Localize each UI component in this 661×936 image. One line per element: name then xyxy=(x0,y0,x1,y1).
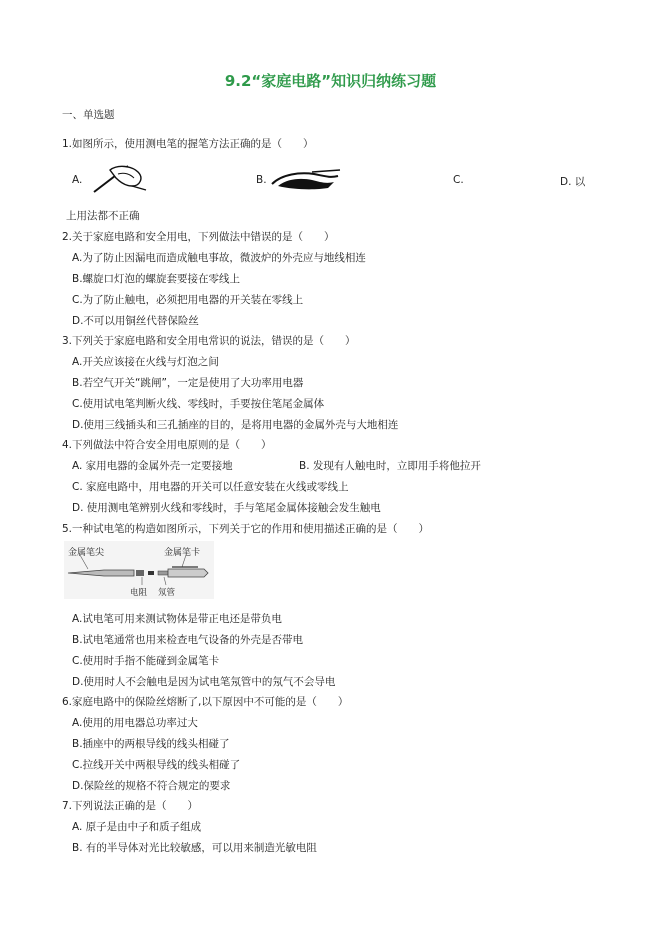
q5-label-neon-tube: 氖管 xyxy=(158,588,176,598)
q2-option-a: A.为了防止因漏电而造成触电事故，微波炉的外壳应与地线相连 xyxy=(72,252,366,264)
q1-option-b-label: B. xyxy=(256,174,267,186)
q6-option-a: A.使用的用电器总功率过大 xyxy=(72,717,198,729)
q2-option-c: C.为了防止触电，必须把用电器的开关装在零线上 xyxy=(72,294,304,306)
q7-option-b: B. 有的半导体对光比较敏感，可以用来制造光敏电阻 xyxy=(72,842,317,854)
q6-option-b: B.插座中的两根导线的线头相碰了 xyxy=(72,738,230,750)
q4-option-a: A. 家用电器的金属外壳一定要接地 xyxy=(72,460,233,472)
question-2-stem: 2.关于家庭电路和安全用电，下列做法中错误的是（ ） xyxy=(62,231,335,243)
q6-option-c: C.拉线开关中两根导线的线头相碰了 xyxy=(72,759,241,771)
section-heading: 一、单选题 xyxy=(62,109,115,121)
q1-option-d-continued: 上用法都不正确 xyxy=(66,210,140,222)
question-6-stem: 6.家庭电路中的保险丝熔断了,以下原因中不可能的是（ ） xyxy=(62,696,349,708)
q1-pen-grip-figure-a xyxy=(88,160,150,196)
q1-option-a-label: A. xyxy=(72,174,83,186)
question-7-stem: 7.下列说法正确的是（ ） xyxy=(62,800,199,812)
question-5-stem: 5.一种试电笔的构造如图所示，下列关于它的作用和使用描述正确的是（ ） xyxy=(62,523,430,535)
q5-option-b: B.试电笔通常也用来检查电气设备的外壳是否带电 xyxy=(72,634,304,646)
q3-option-b: B.若空气开关“跳闸”，一定是使用了大功率用电器 xyxy=(72,377,304,389)
q1-option-d-label: D. 以 xyxy=(560,176,586,188)
page-title: 9.2“家庭电路”知识归纳练习题 xyxy=(224,72,437,90)
q4-option-b: B. 发现有人触电时，立即用手将他拉开 xyxy=(299,460,481,472)
q2-option-b: B.螺旋口灯泡的螺旋套要接在零线上 xyxy=(72,273,241,285)
question-1-stem: 1.如图所示，使用测电笔的握笔方法正确的是（ ） xyxy=(62,138,314,150)
q3-option-c: C.使用试电笔判断火线、零线时，手要按住笔尾金属体 xyxy=(72,398,325,410)
q5-label-metal-tip: 金属笔尖 xyxy=(68,548,105,558)
q5-test-pen-figure xyxy=(64,541,214,599)
q7-option-a: A. 原子是由中子和质子组成 xyxy=(72,821,202,833)
q1-pen-grip-figure-b xyxy=(268,166,344,192)
q5-label-resistor: 电阻 xyxy=(130,588,148,598)
q5-label-metal-clip: 金属笔卡 xyxy=(164,548,201,558)
q2-option-d: D.不可以用铜丝代替保险丝 xyxy=(72,315,199,327)
q1-option-c-label: C. xyxy=(453,174,464,186)
q4-option-c: C. 家庭电路中，用电器的开关可以任意安装在火线或零线上 xyxy=(72,481,349,493)
q5-option-a: A.试电笔可用来测试物体是带正电还是带负电 xyxy=(72,613,282,625)
question-4-stem: 4.下列做法中符合安全用电原则的是（ ） xyxy=(62,439,272,451)
q5-option-d: D.使用时人不会触电是因为试电笔氖管中的氖气不会导电 xyxy=(72,676,336,688)
q4-option-d: D. 使用测电笔辨别火线和零线时，手与笔尾金属体接触会发生触电 xyxy=(72,502,381,514)
q6-option-d: D.保险丝的规格不符合规定的要求 xyxy=(72,780,231,792)
q3-option-d: D.使用三线插头和三孔插座的目的，是将用电器的金属外壳与大地相连 xyxy=(72,419,399,431)
q3-option-a: A.开关应该接在火线与灯泡之间 xyxy=(72,356,219,368)
question-3-stem: 3.下列关于家庭电路和安全用电常识的说法，错误的是（ ） xyxy=(62,335,356,347)
q5-option-c: C.使用时手指不能碰到金属笔卡 xyxy=(72,655,220,667)
